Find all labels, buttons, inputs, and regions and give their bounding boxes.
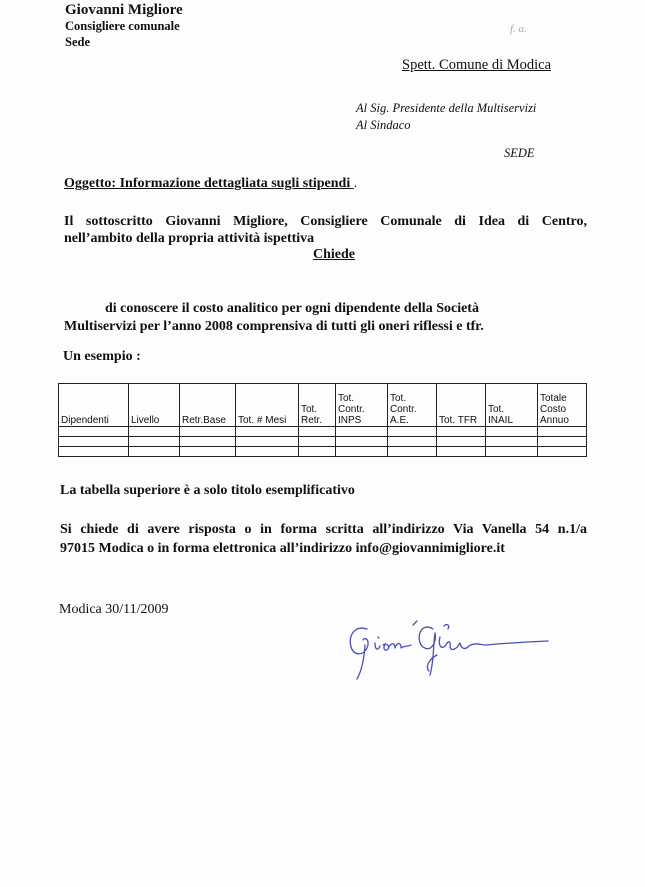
table-header-cell: Tot. Retr. [299,384,336,427]
sender-block [65,2,183,50]
table-cell [437,447,486,457]
table-cell [538,447,587,457]
table-header-cell: Tot. TFR [437,384,486,427]
table-cell [388,437,437,447]
sender-name: Giovanni Migliore [65,2,183,18]
table-header-cell: Tot. # Mesi [236,384,299,427]
recipient-mayor: Al Sindaco [356,118,411,132]
handwritten-signature [345,615,550,685]
request-heading: Chiede [313,247,355,262]
intro-line-2: nell’ambito della propria attività ispettiva [64,231,315,246]
table-cell [388,427,437,437]
table-cell [236,437,299,447]
table-note: La tabella superiore è a solo titolo esemplificativo [60,483,355,498]
table-cell [437,427,486,437]
request-line-2: Multiservizi per l’anno 2008 comprensiva di tutti gli oneri riflessi e tfr. [64,319,484,334]
table-cell [129,437,180,447]
table-cell [538,437,587,447]
table-cell [299,437,336,447]
corner-handwritten-mark: f. a. [510,23,527,35]
table-cell [486,447,538,457]
table-header-cell: Dipendenti [59,384,129,427]
table-cell [59,427,129,437]
table-cell [336,437,388,447]
intro-line-1: Il sottoscritto Giovanni Migliore, Consigliere Comunale di Idea di Centro, [64,214,587,229]
table-cell [388,447,437,457]
sender-role: Consigliere comunale [65,19,180,33]
recipients-block [356,100,536,134]
table-cell [129,427,180,437]
recipient-president: Al Sig. Presidente della Multiservizi [356,101,537,115]
table-row [59,437,587,447]
place-and-date: Modica 30/11/2009 [59,602,169,617]
table-header-cell: Totale Costo Annuo [538,384,587,427]
table-cell [180,427,236,437]
table-header-cell: Tot. Contr. INPS [336,384,388,427]
subject-text: Oggetto: Informazione dettagliata sugli stipendi [64,176,351,191]
table-header-cell: Tot. INAIL [486,384,538,427]
table-cell [236,447,299,457]
table-cell [129,447,180,457]
request-line-1: di conoscere il costo analitico per ogni dipendente della Società [105,301,479,316]
response-line-1: Si chiede di avere risposta o in forma scritta all’indirizzo Via Vanella 54 n.1/a [60,522,587,537]
table-header-cell: Tot. Contr. A.E. [388,384,437,427]
response-line-2: 97015 Modica o in forma elettronica all’indirizzo info@giovannimigliore.it [60,541,505,556]
request-paragraph [64,300,587,336]
table-cell [180,437,236,447]
sender-location: Sede [65,35,90,49]
table-cell [486,437,538,447]
example-label: Un esempio : [63,349,141,364]
table-row [59,427,587,437]
table-cell [59,447,129,457]
response-paragraph [60,520,587,558]
addressee: Spett. Comune di Modica [402,57,552,73]
table-cell [486,427,538,437]
table-body [59,427,587,457]
table-cell [299,447,336,457]
table-header-cell: Livello [129,384,180,427]
table-cell [180,447,236,457]
table-row [59,447,587,457]
subject-line [64,176,357,192]
table-cell [336,447,388,457]
table-cell [538,427,587,437]
subject-trailing-mark: . [353,176,358,191]
table-cell [437,437,486,447]
table-header-cell: Retr.Base [180,384,236,427]
table-cell [299,427,336,437]
table-cell [236,427,299,437]
table-header-row [59,384,587,427]
intro-paragraph [64,213,587,247]
recipient-location: SEDE [504,146,535,160]
table-cell [59,437,129,447]
cost-example-table [58,383,587,457]
table-cell [336,427,388,437]
